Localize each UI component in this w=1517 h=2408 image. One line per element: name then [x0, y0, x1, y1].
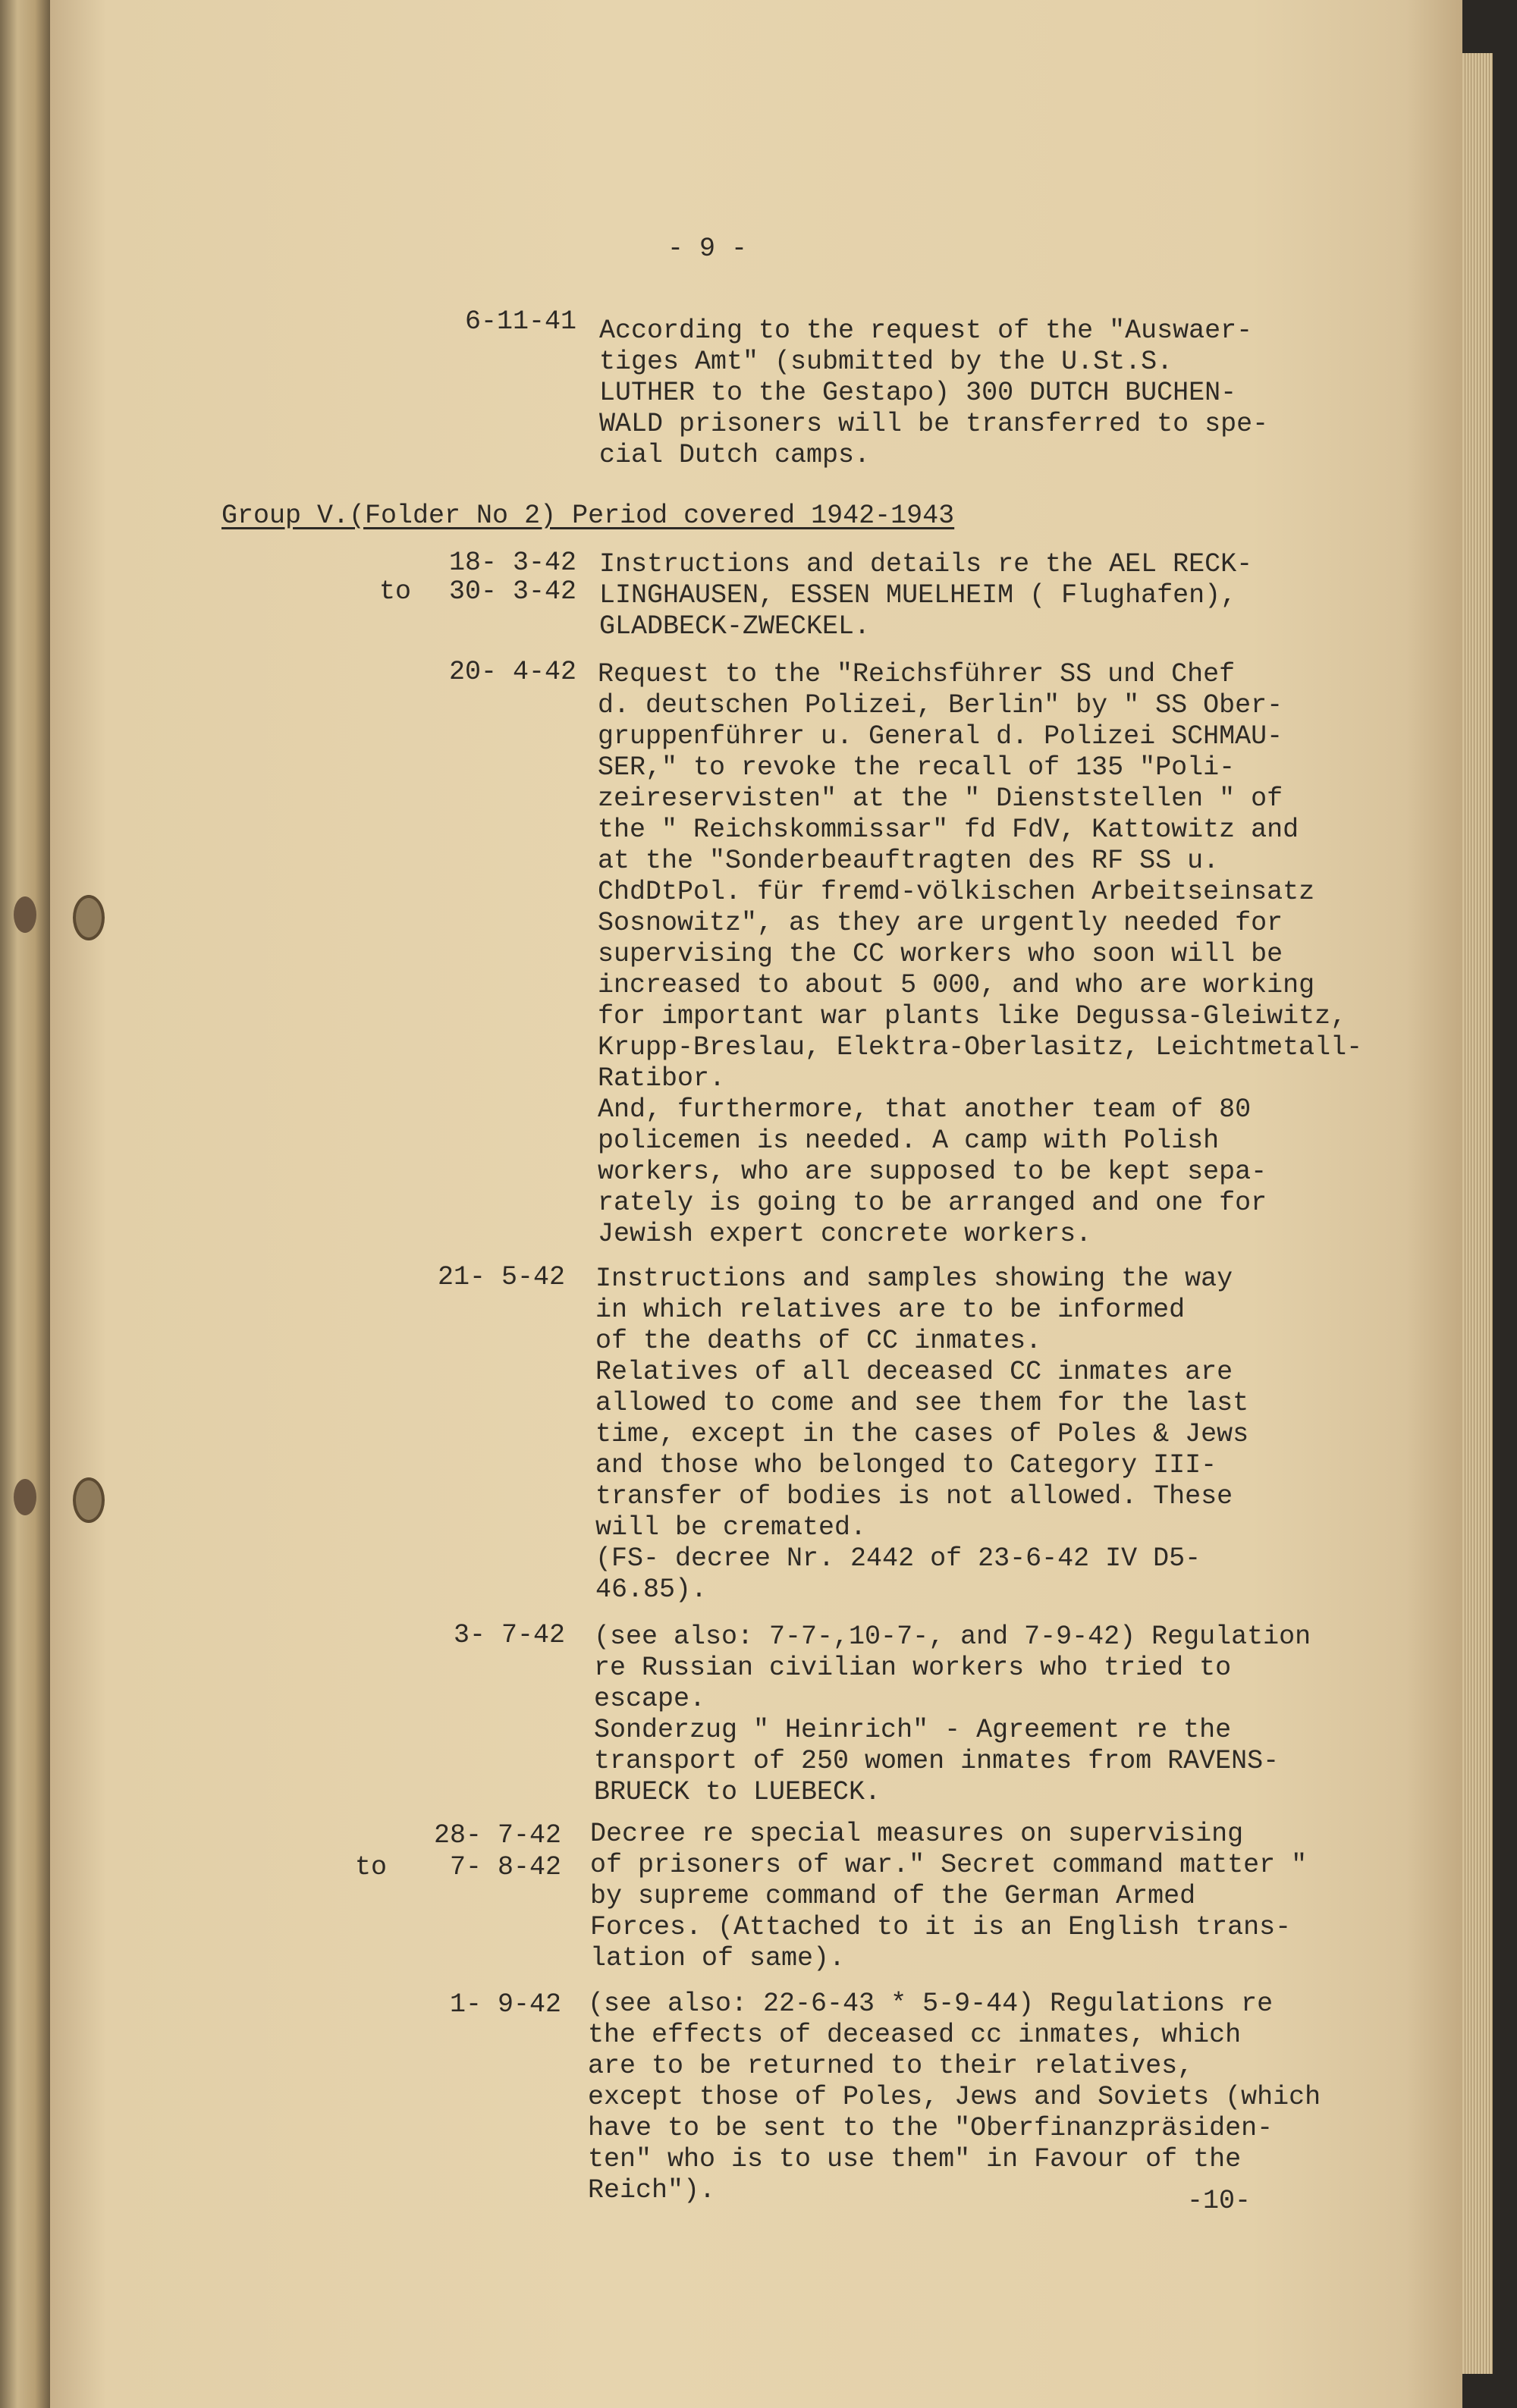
- entry-line: Jewish expert concrete workers.: [598, 1219, 1092, 1249]
- entry-line: tiges Amt" (submitted by the U.St.S.: [599, 347, 1173, 377]
- entry-date: 6-11-41: [464, 306, 576, 337]
- entry-date-end: 30- 3-42: [448, 576, 576, 607]
- entry-line: workers, who are supposed to be kept sepa-: [598, 1157, 1267, 1187]
- entry-line: Instructions and details re the AEL RECK-: [599, 549, 1253, 579]
- entry-line: transport of 250 women inmates from RAVENS-: [594, 1746, 1280, 1776]
- next-page-number: -10-: [1187, 2186, 1252, 2216]
- entry-line: of prisoners of war." Secret command matter ": [590, 1850, 1308, 1880]
- entry-date: 18- 3-42: [448, 548, 576, 578]
- entry-line: by supreme command of the German Armed: [590, 1881, 1196, 1911]
- entry-line: ChdDtPol. für fremd-völkischen Arbeitseinsatz: [598, 877, 1315, 907]
- date-range-to: to: [379, 576, 412, 607]
- entry-line: (see also: 7-7-,10-7-, and 7-9-42) Regulation: [594, 1622, 1311, 1652]
- entry-line: BRUECK to LUEBECK.: [594, 1777, 881, 1807]
- entry-line: According to the request of the "Auswaer-: [599, 316, 1253, 346]
- entry-line: SER," to revoke the recall of 135 "Poli-: [598, 752, 1236, 783]
- entry-line: except those of Poles, Jews and Soviets (which: [588, 2082, 1321, 2112]
- page-number: - 9 -: [667, 234, 748, 264]
- entry-line: policemen is needed. A camp with Polish: [598, 1126, 1220, 1156]
- entry-date: 3- 7-42: [453, 1620, 565, 1650]
- entry-line: are to be returned to their relatives,: [588, 2051, 1194, 2081]
- entry-line: in which relatives are to be informed: [595, 1295, 1186, 1325]
- entry-date: 28- 7-42: [433, 1820, 561, 1851]
- entry-line: cial Dutch camps.: [599, 440, 871, 470]
- entry-line: Instructions and samples showing the way: [595, 1264, 1233, 1294]
- entry-line: ten" who is to use them" in Favour of the: [588, 2144, 1242, 2174]
- entry-line: and those who belonged to Category III-: [595, 1450, 1217, 1480]
- entry-line: rately is going to be arranged and one for: [598, 1188, 1267, 1218]
- entry-line: will be cremated.: [595, 1512, 867, 1543]
- entry-line: LINGHAUSEN, ESSEN MUELHEIM ( Flughafen),: [599, 580, 1237, 611]
- entry-line: lation of same).: [590, 1943, 846, 1973]
- entry-line: GLADBECK-ZWECKEL.: [599, 611, 871, 642]
- entry-line: Sosnowitz", as they are urgently needed for: [598, 908, 1283, 938]
- entry-line: 46.85).: [595, 1574, 708, 1605]
- page-stack-edge: [1462, 53, 1493, 2374]
- entry-line: escape.: [594, 1684, 706, 1714]
- entry-line: for important war plants like Degussa-Gleiwitz,: [598, 1001, 1347, 1031]
- date-range-to: to: [355, 1852, 388, 1882]
- entry-line: Reich").: [588, 2175, 716, 2206]
- entry-date: 21- 5-42: [437, 1262, 565, 1292]
- entry-line: zeireservisten" at the " Dienststellen " of: [598, 783, 1283, 814]
- group-heading: Group V.(Folder No 2) Period covered 1942-1943: [221, 501, 955, 531]
- entry-line: Ratibor.: [598, 1063, 726, 1094]
- entry-line: gruppenführer u. General d. Polizei SCHMAU-: [598, 721, 1283, 752]
- entry-line: re Russian civilian workers who tried to: [594, 1653, 1232, 1683]
- entry-line: time, except in the cases of Poles & Jews: [595, 1419, 1249, 1449]
- entry-line: Request to the "Reichsführer SS und Chef: [598, 659, 1236, 689]
- entry-line: Decree re special measures on supervising: [590, 1819, 1244, 1849]
- entry-line: (FS- decree Nr. 2442 of 23-6-42 IV D5-: [595, 1543, 1201, 1574]
- punch-hole-mark: [14, 896, 36, 933]
- punch-hole-mark: [14, 1479, 36, 1515]
- entry-line: increased to about 5 000, and who are working: [598, 970, 1315, 1000]
- entry-line: at the "Sonderbeauftragten des RF SS u.: [598, 846, 1220, 876]
- punch-hole: [73, 1477, 105, 1523]
- entry-date: 20- 4-42: [448, 657, 576, 687]
- entry-line: the " Reichskommissar" fd FdV, Kattowitz and: [598, 815, 1299, 845]
- entry-line: d. deutschen Polizei, Berlin" by " SS Ober-: [598, 690, 1283, 721]
- entry-date-end: 7- 8-42: [449, 1852, 561, 1882]
- entry-line: WALD prisoners will be transferred to spe-: [599, 409, 1269, 439]
- entry-line: have to be sent to the "Oberfinanzpräsiden-: [588, 2113, 1274, 2143]
- entry-line: of the deaths of CC inmates.: [595, 1326, 1042, 1356]
- entry-line: allowed to come and see them for the last: [595, 1388, 1249, 1418]
- entry-line: Forces. (Attached to it is an English trans-: [590, 1912, 1292, 1942]
- entry-line: Relatives of all deceased CC inmates are: [595, 1357, 1233, 1387]
- entry-line: Krupp-Breslau, Elektra-Oberlasitz, Leichtmetall-: [598, 1032, 1363, 1063]
- entry-line: transfer of bodies is not allowed. These: [595, 1481, 1233, 1512]
- entry-date: 1- 9-42: [449, 1989, 561, 2020]
- entry-line: the effects of deceased cc inmates, which: [588, 2020, 1242, 2050]
- entry-line: LUTHER to the Gestapo) 300 DUTCH BUCHEN-: [599, 378, 1237, 408]
- punch-hole: [73, 895, 105, 940]
- entry-line: (see also: 22-6-43 * 5-9-44) Regulations re: [588, 1989, 1274, 2019]
- facing-page-edge: [0, 0, 50, 2408]
- entry-line: Sonderzug " Heinrich" - Agreement re the: [594, 1715, 1232, 1745]
- entry-line: And, furthermore, that another team of 80: [598, 1094, 1252, 1125]
- entry-line: supervising the CC workers who soon will be: [598, 939, 1283, 969]
